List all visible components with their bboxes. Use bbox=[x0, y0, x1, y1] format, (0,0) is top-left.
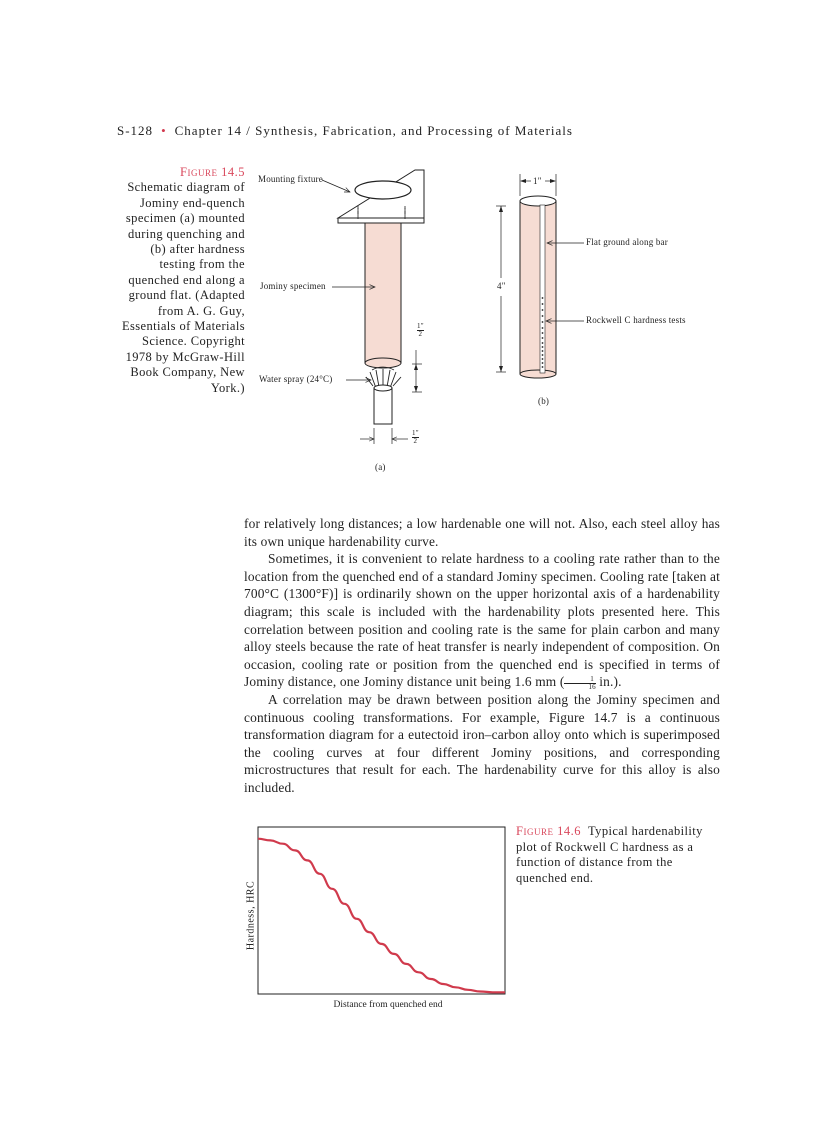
fixture-front bbox=[338, 218, 424, 223]
jominy-diagram-svg bbox=[250, 160, 710, 490]
label-half-inch-horizontal: $\frac{1"}{2}$ bbox=[412, 429, 419, 445]
chart-y-label: Hardness, HRC bbox=[245, 880, 257, 951]
chart-x-label: Distance from quenched end bbox=[333, 1000, 443, 1010]
label-half-inch-vertical: $\frac{1"}{2}$ bbox=[417, 322, 424, 338]
figure-14-6-chart bbox=[238, 822, 510, 1018]
label-one-inch: 1" bbox=[533, 176, 542, 186]
fraction-1-16: $\frac{1}{16}$ bbox=[564, 676, 595, 691]
bullet-icon: • bbox=[161, 123, 167, 138]
paragraph-2: Sometimes, it is convenient to relate hardness to a cooling rate rather than to the location from the quenched end of a standard Jominy specimen. Cooling rate [taken at 700°C (1300°F)] is ordinarily shown on the upper horizontal axis of a hardenability diagram; this scale is included with the hardenability plots presented here. This correlation between position and cooling rate is the same for plain carbon and many alloy steels because the rate of heat transfer is nearly independent of composition. On occasion, cooling rate or position from the quenched end is specified in terms of Jominy distance, one Jominy distance unit being 1.6 mm ( $\frac{1}{16}$ in.). bbox=[244, 551, 720, 691]
label-four-inch: 4" bbox=[497, 281, 506, 291]
leader-mounting-fixture bbox=[322, 180, 350, 192]
fixture-hole bbox=[355, 181, 411, 199]
running-header bbox=[117, 123, 573, 139]
figure-14-5-caption-text: Schematic diagram of Jominy end-quench specimen (a) mounted during quenching and (b) after hardness testing from the quenched end along a ground flat. (Adapted from A. G. Guy, Essentials of Materials Science. Copyright 1978 by McGraw-Hill Book Company, New York.) bbox=[121, 180, 245, 395]
figure-14-6-caption-text: Typical hardenability plot of Rockwell C hardness as a function of distance from the quenched end. bbox=[516, 824, 703, 885]
label-flat-ground: Flat ground along bar bbox=[586, 237, 668, 247]
body-text bbox=[244, 515, 720, 797]
page-number: S-128 bbox=[117, 123, 154, 138]
figure-14-5-label: Figure 14.5 bbox=[180, 165, 245, 179]
figure-14-5-caption bbox=[117, 165, 245, 396]
water-pipe bbox=[374, 388, 392, 424]
tested-specimen-bar bbox=[520, 201, 556, 374]
paragraph-1: for relatively long distances; a low hardenable one will not. Also, each steel alloy has its own unique hardenability curve. bbox=[244, 516, 720, 549]
figure-14-6-caption bbox=[516, 824, 726, 886]
paragraph-3: A correlation may be drawn between position along the Jominy specimen and continuous cooling transformations. For example, Figure 14.7 is a continuous transformation diagram for a eutectoid iron–carbon alloy onto which is superimposed the cooling curves at four different Jominy positions, and corresponding microstructures that result for each. The hardenability curve for this alloy is also included. bbox=[244, 691, 720, 795]
label-sub-b: (b) bbox=[538, 396, 550, 406]
label-sub-a: (a) bbox=[375, 462, 386, 472]
label-jominy-specimen: Jominy specimen bbox=[260, 281, 326, 291]
label-water-spray: Water spray (24°C) bbox=[259, 374, 333, 384]
figure-14-5-diagram bbox=[250, 160, 710, 490]
hardenability-chart-svg bbox=[238, 822, 510, 1018]
label-mounting-fixture: Mounting fixture bbox=[258, 174, 323, 184]
chapter-title: Chapter 14 / Synthesis, Fabrication, and Processing of Materials bbox=[174, 123, 573, 138]
plot-frame bbox=[258, 827, 505, 994]
figure-14-6-label: Figure 14.6 bbox=[516, 824, 581, 838]
jominy-specimen-bar bbox=[365, 223, 401, 363]
label-rockwell-tests: Rockwell C hardness tests bbox=[586, 315, 686, 325]
